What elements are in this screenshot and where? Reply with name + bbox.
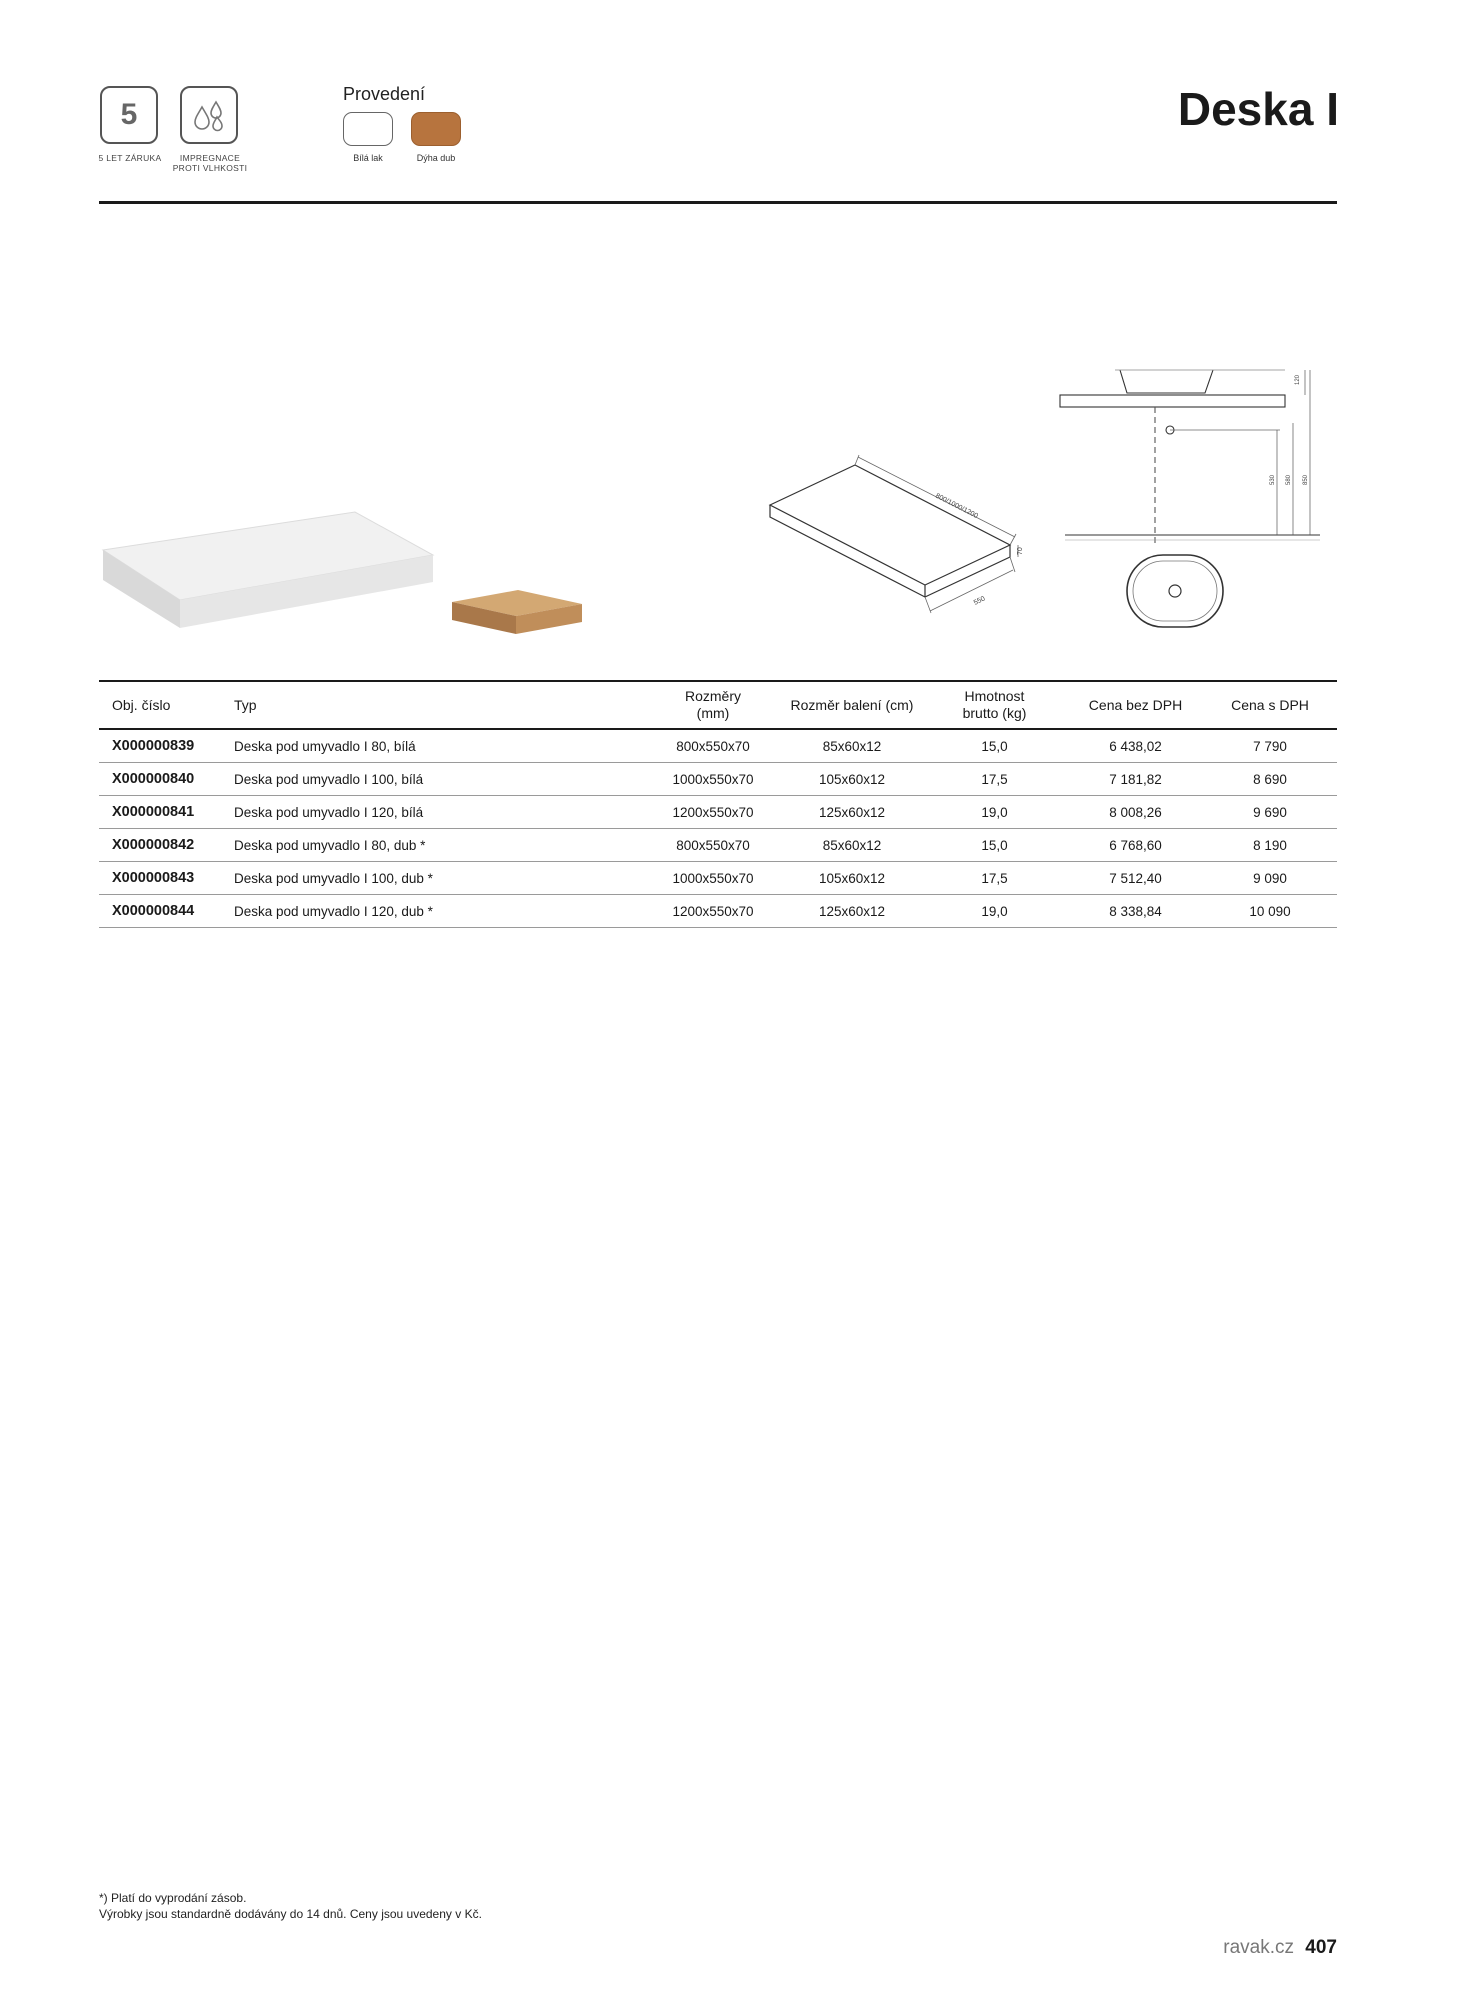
cell-dims: 1000x550x70 [643,763,783,796]
cell-package: 105x60x12 [783,763,921,796]
cell-price-net: 7 181,82 [1068,763,1203,796]
moisture-badge [180,86,238,144]
moisture-caption: IMPREGNACE PROTI VLHKOSTI [172,153,248,173]
cell-price-net: 6 768,60 [1068,829,1203,862]
dim-length: 800/1000/1200 [934,492,979,520]
cell-weight: 15,0 [921,729,1068,763]
cell-package: 125x60x12 [783,796,921,829]
finish-swatch-oak [411,112,461,146]
side-view-drawing [1055,365,1340,640]
cell-price-gross: 7 790 [1203,729,1337,763]
cell-dims: 800x550x70 [643,729,783,763]
col-header-package: Rozměr balení (cm) [783,681,921,729]
cell-code: X000000842 [99,829,221,862]
dim-side-a: 530 [1270,474,1276,485]
oak-board-photo [448,582,588,642]
cell-weight: 19,0 [921,895,1068,928]
cell-code: X000000839 [99,729,221,763]
cell-type: Deska pod umyvadlo I 120, bílá [221,796,643,829]
cell-weight: 17,5 [921,862,1068,895]
warranty-badge [100,86,158,144]
cell-type: Deska pod umyvadlo I 120, dub * [221,895,643,928]
footer-note-stock: *) Platí do vyprodání zásob. [99,1891,247,1905]
table-row [99,796,1337,829]
col-header-code: Obj. číslo [99,681,221,729]
cell-weight: 15,0 [921,829,1068,862]
table-row [99,763,1337,796]
cell-dims: 800x550x70 [643,829,783,862]
page-number: 407 [1305,1937,1337,1958]
page-title: Deska I [1177,83,1339,135]
cell-weight: 19,0 [921,796,1068,829]
col-header-dims-line1: Rozměry [684,688,741,704]
cell-package: 85x60x12 [783,729,921,763]
finish-heading: Provedení [343,84,426,104]
cell-price-net: 8 338,84 [1068,895,1203,928]
col-header-weight [921,681,1068,729]
cell-code: X000000844 [99,895,221,928]
col-header-weight-line2: brutto (kg) [962,705,1027,721]
cell-weight: 17,5 [921,763,1068,796]
col-header-type: Typ [221,681,643,729]
cell-price-gross: 10 090 [1203,895,1337,928]
footer-notes [99,1890,482,1922]
cell-type: Deska pod umyvadlo I 80, bílá [221,729,643,763]
moisture-drops-icon [189,95,229,135]
table-row [99,862,1337,895]
cell-dims: 1000x550x70 [643,862,783,895]
dim-depth: 550 [972,595,987,607]
cell-dims: 1200x550x70 [643,895,783,928]
col-header-dims [643,681,783,729]
footer-page-info [1223,1937,1337,1959]
dim-side-b: 580 [1286,474,1292,485]
cell-price-gross: 8 190 [1203,829,1337,862]
cell-package: 105x60x12 [783,862,921,895]
table-header-row [99,681,1337,729]
cell-package: 85x60x12 [783,829,921,862]
finish-swatch-white [343,112,393,146]
table-row [99,895,1337,928]
col-header-price-net: Cena bez DPH [1068,681,1203,729]
cell-price-gross: 9 090 [1203,862,1337,895]
cell-price-net: 6 438,02 [1068,729,1203,763]
cell-code: X000000841 [99,796,221,829]
col-header-weight-line1: Hmotnost [964,688,1025,704]
spec-table [99,680,1337,928]
isometric-drawing [760,445,1040,645]
warranty-years: 5 [120,98,138,131]
cell-type: Deska pod umyvadlo I 100, bílá [221,763,643,796]
cell-code: X000000843 [99,862,221,895]
warranty-caption: 5 LET ZÁRUKA [98,153,162,163]
cell-price-net: 8 008,26 [1068,796,1203,829]
col-header-price-gross: Cena s DPH [1203,681,1337,729]
site-link[interactable]: ravak.cz [1223,1937,1295,1958]
footer-note-delivery: Výrobky jsou standardně dodávány do 14 dnů. Ceny jsou uvedeny v Kč. [99,1907,482,1921]
cell-package: 125x60x12 [783,895,921,928]
cell-code: X000000840 [99,763,221,796]
table-row [99,729,1337,763]
table-row [99,829,1337,862]
dim-side-top: 120 [1295,374,1301,385]
dim-side-c: 850 [1303,474,1309,485]
white-board-photo [95,500,445,630]
cell-price-gross: 8 690 [1203,763,1337,796]
finish-label-oak: Dýha dub [416,153,456,163]
cell-price-net: 7 512,40 [1068,862,1203,895]
finish-label-white: Bílá lak [353,153,383,163]
cell-dims: 1200x550x70 [643,796,783,829]
cell-type: Deska pod umyvadlo I 100, dub * [221,862,643,895]
cell-type: Deska pod umyvadlo I 80, dub * [221,829,643,862]
header-divider [99,201,1337,204]
cell-price-gross: 9 690 [1203,796,1337,829]
col-header-dims-line2: (mm) [696,705,730,721]
dim-height: 70 [1017,547,1024,555]
